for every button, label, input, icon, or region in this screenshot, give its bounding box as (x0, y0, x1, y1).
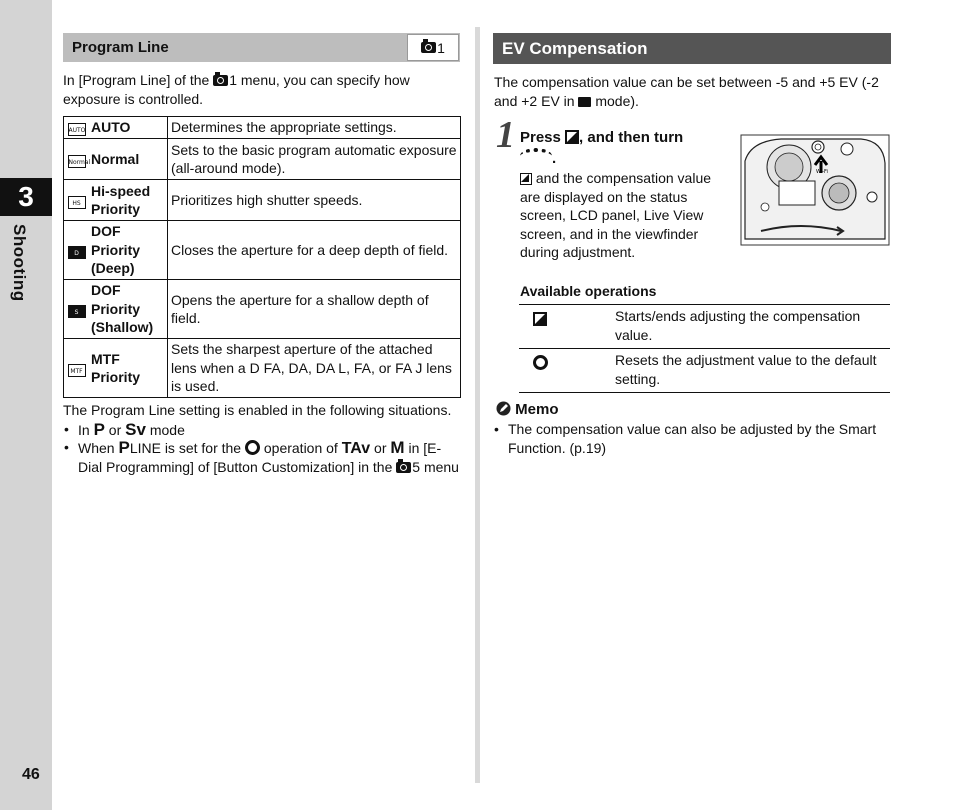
program-line-header (63, 33, 460, 62)
table-row (519, 349, 890, 393)
ev-compensation-icon (533, 312, 547, 326)
table-row (64, 339, 461, 398)
p-mode-icon: P (93, 420, 105, 439)
dof-shallow-icon: S (68, 305, 86, 318)
auto-icon: AUTO (68, 123, 86, 136)
list-item: • When PLINE is set for the operation of TAv or M in [E-Dial Programming] of [Button Customization] in the 5 menu (64, 438, 459, 475)
table-row (64, 139, 461, 180)
table-row (64, 117, 461, 139)
row-desc: Opens the aperture for a shallow depth of field. (168, 280, 461, 339)
tav-mode-icon: TAv (341, 440, 371, 457)
step-instruction: Press , and then turn . (520, 129, 684, 167)
table-row (64, 280, 461, 339)
table-row (519, 305, 890, 349)
memo-pencil-icon (496, 401, 511, 416)
m-mode-icon: M (390, 438, 405, 457)
menu-reference (407, 34, 459, 61)
mtf-icon: MTF (68, 364, 86, 377)
section-title: Program Line (72, 39, 169, 56)
op-desc: Resets the adjustment value to the default setting. (615, 349, 890, 393)
normal-icon: Normal (68, 155, 86, 168)
section-title: EV Compensation (502, 38, 648, 58)
row-name: Hi-speed Priority (89, 180, 168, 221)
op-desc: Starts/ends adjusting the compensation value. (615, 305, 890, 349)
hi-speed-icon: HS (68, 196, 86, 209)
row-desc: Sets the sharpest aperture of the attached lens when a D FA, DA, DA L, FA, or FA J lens is used. (168, 339, 461, 398)
ev-intro: The compensation value can be set between -5 and +5 EV (-2 and +2 EV in mode). (494, 74, 879, 109)
column-divider (475, 27, 480, 783)
row-name: AUTO (89, 117, 168, 139)
chapter-sidebar (0, 0, 52, 810)
available-operations-table (519, 304, 890, 393)
chapter-label: Shooting (10, 224, 29, 302)
list-item: • In P or Sv mode (64, 420, 185, 439)
ev-compensation-icon (520, 173, 532, 185)
camera-icon (396, 462, 411, 473)
available-operations-title: Available operations (520, 283, 657, 299)
row-name: Normal (89, 139, 168, 180)
program-line-intro: In [Program Line] of the 1 menu, you can specify how exposure is controlled. (63, 72, 410, 107)
row-desc: Sets to the basic program automatic exposure (all-around mode). (168, 139, 461, 180)
row-name: MTF Priority (89, 339, 168, 398)
dof-deep-icon: D (68, 246, 86, 259)
ev-compensation-header (493, 33, 891, 64)
row-desc: Closes the aperture for a deep depth of field. (168, 221, 461, 280)
rear-dial-icon (520, 148, 552, 164)
wifi-label: Wi-Fi (816, 169, 828, 175)
row-desc: Prioritizes high shutter speeds. (168, 180, 461, 221)
memo-heading: Memo (496, 400, 559, 419)
list-item: • The compensation value can also be adjusted by the Smart Function. (p.19) (494, 421, 877, 456)
p-mode-icon: P (118, 438, 130, 457)
row-desc: Determines the appropriate settings. (168, 117, 461, 139)
camera-icon (421, 42, 436, 53)
step-number: 1 (496, 114, 515, 156)
step-body: and the compensation value are displayed on the status screen, LCD panel, Live View screen, and in the viewfinder during adjustment. (520, 170, 712, 260)
program-line-enabled-intro: The Program Line setting is enabled in the following situations. (63, 402, 452, 418)
chapter-number: 3 (0, 178, 52, 216)
movie-icon (578, 97, 591, 107)
menu-reference-number: 1 (437, 39, 445, 56)
row-name: DOF Priority (Deep) (89, 221, 168, 280)
table-row (64, 221, 461, 280)
sv-mode-icon: Sv (125, 420, 146, 439)
green-button-icon (245, 440, 260, 455)
camera-icon (213, 75, 228, 86)
row-name: DOF Priority (Shallow) (89, 280, 168, 339)
page-number: 46 (22, 766, 40, 783)
program-line-table (63, 116, 461, 398)
camera-back-illustration (741, 135, 889, 245)
ev-compensation-icon (565, 130, 579, 144)
green-button-icon (533, 355, 548, 370)
table-row (64, 180, 461, 221)
